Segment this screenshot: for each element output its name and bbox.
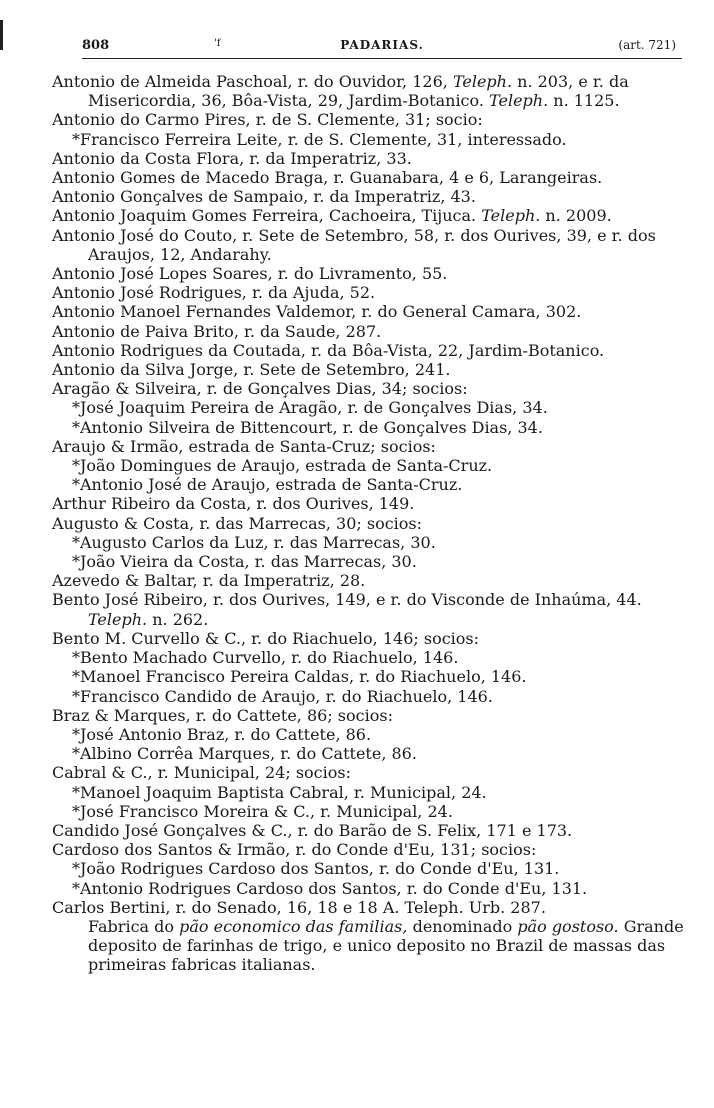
entry-text: Antonio José do Couto, r. Sete de Setembro, 58, r. dos Ourives, 39, e r. dos Araujos, 12, Andarahy. — [52, 225, 656, 264]
entry-text: Bento M. Curvello & C., r. do Riachuelo, 146; socios: — [52, 628, 480, 648]
entry-text: *Manoel Francisco Pereira Caldas, r. do Riachuelo, 146. — [72, 667, 527, 687]
entry-text: Cabral & C., r. Municipal, 24; socios: — [52, 763, 351, 783]
italic-text: Teleph. — [489, 91, 549, 111]
entry-text: Antonio José Rodrigues, r. da Ajuda, 52. — [52, 283, 376, 303]
entry-text: n. 262. — [147, 609, 209, 629]
partner-line — [52, 456, 684, 475]
directory-entry — [52, 590, 684, 628]
directory-entry — [52, 514, 684, 533]
page-number: 808 — [82, 38, 110, 53]
directory-entry — [52, 264, 684, 283]
entry-text: Antonio de Almeida Paschoal, r. do Ouvidor, 126, — [52, 72, 453, 91]
partner-line — [52, 687, 684, 706]
entry-text: Antonio Gomes de Macedo Braga, r. Guanabara, 4 e 6, Larangeiras. — [52, 168, 603, 188]
entry-text: *Antonio Silveira de Bittencourt, r. de Gonçalves Dias, 34. — [72, 417, 543, 437]
entry-text: *Albino Corrêa Marques, r. do Cattete, 86. — [72, 744, 417, 764]
entry-text: *Francisco Candido de Araujo, r. do Riachuelo, 146. — [72, 686, 493, 706]
italic-text: Teleph. — [88, 609, 148, 629]
directory-entry — [52, 341, 684, 360]
partner-line — [52, 725, 684, 744]
entry-text: *Manoel Joaquim Baptista Cabral, r. Municipal, 24. — [72, 782, 487, 802]
italic-text: pão economico das familias, — [179, 916, 408, 936]
entry-text: Antonio Gonçalves de Sampaio, r. da Imperatriz, 43. — [52, 187, 476, 207]
entry-text: *Antonio Rodrigues Cardoso dos Santos, r. do Conde d'Eu, 131. — [72, 878, 588, 898]
partner-line — [52, 475, 684, 494]
entry-text: n. 1125. — [548, 91, 620, 111]
entry-text: Antonio da Silva Jorge, r. Sete de Setembro, 241. — [52, 360, 451, 380]
page-header — [82, 36, 682, 59]
directory-entry — [52, 206, 684, 225]
page-edge-mark — [0, 20, 3, 50]
directory-entry — [52, 571, 684, 590]
entry-text: *João Domingues de Araujo, estrada de Santa-Cruz. — [72, 456, 493, 476]
entry-text: Antonio Manoel Fernandes Valdemor, r. do General Camara, 302. — [52, 302, 582, 322]
directory-entry — [52, 898, 684, 917]
directory-entry — [52, 379, 684, 398]
entry-text: Antonio Rodrigues da Coutada, r. da Bôa-Vista, 22, Jardim-Botanico. — [52, 340, 605, 360]
directory-entry — [52, 629, 684, 648]
partner-line — [52, 859, 684, 878]
directory-entry — [52, 110, 684, 129]
entry-text: *Augusto Carlos da Luz, r. das Marrecas, 30. — [72, 532, 436, 552]
directory-entry — [52, 149, 684, 168]
entry-text: *José Francisco Moreira & C., r. Municipal, 24. — [72, 801, 453, 821]
entry-text: Arthur Ribeiro da Costa, r. dos Ourives, 149. — [52, 494, 415, 514]
partner-line — [52, 648, 684, 667]
entry-text: Araujo & Irmão, estrada de Santa-Cruz; socios: — [52, 436, 436, 456]
top-mark: 'f — [214, 38, 221, 49]
entry-text: Aragão & Silveira, r. de Gonçalves Dias, 34; socios: — [52, 379, 468, 399]
partner-line — [52, 533, 684, 552]
entry-text: Antonio de Paiva Brito, r. da Saude, 287. — [52, 321, 382, 341]
entry-text: Cardoso dos Santos & Irmão, r. do Conde d'Eu, 131; socios: — [52, 840, 537, 860]
entry-description — [52, 917, 684, 975]
partner-line — [52, 667, 684, 686]
partner-line — [52, 418, 684, 437]
entry-text: denominado — [407, 916, 518, 936]
entry-text: *Francisco Ferreira Leite, r. de S. Clemente, 31, interessado. — [72, 129, 567, 149]
entry-text: *Antonio José de Araujo, estrada de Santa-Cruz. — [72, 475, 463, 495]
entry-text: Bento José Ribeiro, r. dos Ourives, 149, e r. do Visconde de Inhaúma, 44. — [52, 590, 642, 610]
directory-entry — [52, 187, 684, 206]
entry-text: Augusto & Costa, r. das Marrecas, 30; socios: — [52, 513, 423, 533]
page-title: PADARIAS. — [340, 38, 424, 52]
entry-text: Grande deposito de farinhas de trigo, e unico deposito no Brazil de massas das primeiras fabricas italianas. — [88, 916, 684, 975]
directory-entry — [52, 494, 684, 513]
partner-line — [52, 744, 684, 763]
entry-text: Antonio José Lopes Soares, r. do Livramento, 55. — [52, 264, 448, 284]
italic-text: Teleph. — [481, 206, 541, 226]
directory-entry — [52, 763, 684, 782]
partner-line — [52, 879, 684, 898]
entry-text: n. 2009. — [540, 206, 612, 226]
entry-text: Candido José Gonçalves & C., r. do Barão de S. Felix, 171 e 173. — [52, 820, 573, 840]
entry-text: Antonio Joaquim Gomes Ferreira, Cachoeira, Tijuca. — [52, 206, 482, 226]
entry-text: Antonio da Costa Flora, r. da Imperatriz, 33. — [52, 148, 412, 168]
entry-text: Braz & Marques, r. do Cattete, 86; socios: — [52, 705, 393, 725]
entry-text: *Bento Machado Curvello, r. do Riachuelo, 146. — [72, 648, 459, 668]
directory-entry — [52, 72, 684, 110]
entry-text: Antonio do Carmo Pires, r. de S. Clemente, 31; socio: — [52, 110, 483, 130]
partner-line — [52, 130, 684, 149]
entry-text: Fabrica do — [88, 916, 180, 936]
entry-text: *João Rodrigues Cardoso dos Santos, r. do Conde d'Eu, 131. — [72, 859, 560, 879]
entry-text: Carlos Bertini, r. do Senado, 16, 18 e 18 A. Teleph. Urb. 287. — [52, 897, 546, 917]
partner-line — [52, 398, 684, 417]
directory-entry — [52, 437, 684, 456]
partner-line — [52, 552, 684, 571]
entry-list — [52, 72, 684, 975]
directory-entry — [52, 322, 684, 341]
italic-text: Teleph. — [452, 72, 513, 91]
partner-line — [52, 802, 684, 821]
article-ref: (art. 721) — [618, 38, 676, 52]
directory-entry — [52, 840, 684, 859]
directory-entry — [52, 706, 684, 725]
entry-text: *José Joaquim Pereira de Aragão, r. de Gonçalves Dias, 34. — [72, 398, 548, 418]
directory-entry — [52, 302, 684, 321]
entry-text: *José Antonio Braz, r. do Cattete, 86. — [72, 724, 372, 744]
directory-entry — [52, 168, 684, 187]
directory-entry — [52, 283, 684, 302]
entry-text: Azevedo & Baltar, r. da Imperatriz, 28. — [52, 571, 366, 591]
directory-entry — [52, 821, 684, 840]
directory-entry — [52, 360, 684, 379]
entry-text: n. 203, e r. da Misericordia, 36, Bôa-Vista, 29, Jardim-Botanico. — [88, 72, 629, 111]
partner-line — [52, 783, 684, 802]
italic-text: pão gostoso. — [517, 916, 619, 936]
directory-entry — [52, 226, 684, 264]
entry-text: *João Vieira da Costa, r. das Marrecas, 30. — [72, 552, 417, 572]
